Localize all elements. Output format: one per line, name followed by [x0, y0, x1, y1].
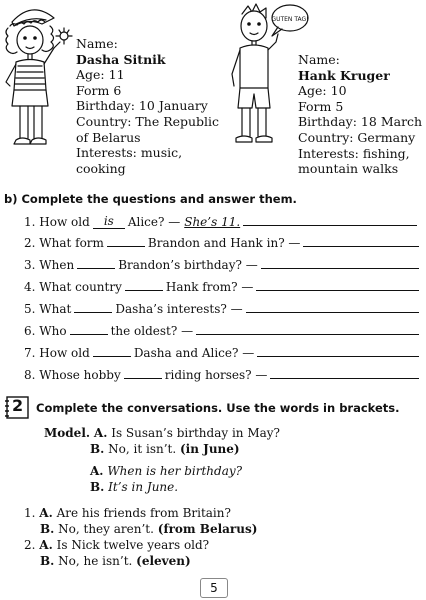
profile-line: of Belarus	[76, 129, 141, 145]
profile-line: Age: 10	[298, 83, 347, 99]
model-line-b2	[44, 479, 280, 495]
model-text: It’s in June.	[108, 480, 179, 494]
profile-line: Birthday: 18 March	[298, 114, 423, 130]
question-text: Brandon’s birthday? —	[118, 258, 258, 272]
question-4	[24, 280, 422, 294]
page-number-box	[200, 578, 228, 598]
answer-line[interactable]	[303, 245, 419, 247]
profile-line: cooking	[76, 160, 126, 176]
question-6	[24, 324, 422, 338]
item-hint: (from Belarus)	[157, 522, 258, 536]
blank-line[interactable]	[70, 333, 108, 335]
question-text: riding horses? —	[164, 368, 268, 382]
question-8	[24, 368, 422, 382]
question-number: 5.	[24, 302, 36, 316]
exercise-items	[24, 505, 257, 569]
question-1	[24, 214, 420, 229]
answer-line[interactable]	[246, 311, 419, 313]
task-number-badge	[4, 396, 30, 420]
question-text: Dasha’s interests? —	[115, 302, 243, 316]
profile-name-label: Name:	[76, 36, 118, 51]
model-hint: (in June)	[180, 442, 240, 456]
answer-line[interactable]	[261, 267, 419, 269]
question-7	[24, 346, 422, 360]
question-text: Dasha and Alice? —	[133, 346, 255, 360]
question-2	[24, 236, 422, 250]
page-number: 5	[210, 581, 218, 595]
blank-line[interactable]	[125, 289, 163, 291]
question-number: 2.	[24, 236, 36, 250]
profile-line: Interests: fishing,	[298, 145, 410, 161]
answer-line[interactable]	[196, 333, 419, 335]
profile-line: Age: 11	[76, 67, 125, 83]
task-number: 2	[12, 396, 24, 415]
blank-line[interactable]	[74, 311, 112, 313]
question-number: 6.	[24, 324, 36, 338]
question-text: What	[39, 302, 72, 316]
item-text: No, they aren’t.	[58, 522, 154, 536]
speaker-label: B.	[90, 480, 105, 494]
question-text: Who	[39, 324, 67, 338]
speaker-label: B.	[40, 554, 55, 568]
model-label: Model.	[44, 426, 91, 440]
speaker-label: B.	[90, 442, 105, 456]
task-2-heading: Complete the conversations. Use the words in brackets.	[36, 401, 400, 415]
item-number: 2.	[24, 538, 36, 552]
model-line-b1	[44, 441, 280, 457]
profile-line: Country: Germany	[298, 129, 416, 145]
profile-line: Country: The Republic	[76, 113, 220, 129]
answer-line[interactable]	[243, 224, 417, 226]
model-text: Is Susan’s birthday in May?	[111, 426, 280, 440]
question-text: How old	[39, 346, 90, 360]
question-text: What form	[39, 236, 104, 250]
model-conversation	[44, 425, 280, 495]
question-text: When	[39, 258, 75, 272]
model-line-a1	[44, 425, 280, 441]
item-number: 1.	[24, 506, 36, 520]
question-5	[24, 302, 422, 316]
girl-illustration	[2, 2, 74, 152]
profile-line: Birthday: 10 January	[76, 98, 208, 114]
model-text: No, it isn’t.	[108, 442, 177, 456]
speaker-label: B.	[40, 522, 55, 536]
blank-line[interactable]	[93, 355, 131, 357]
item-text: Is Nick twelve years old?	[56, 538, 210, 552]
answer-line[interactable]	[257, 355, 419, 357]
profile-name-label: Name:	[298, 52, 340, 67]
model-line-a2	[44, 463, 280, 479]
task-b-heading: b) Complete the questions and answer them.	[4, 192, 297, 206]
question-text: the oldest? —	[110, 324, 194, 338]
item-text: No, he isn’t.	[58, 554, 133, 568]
hank-profile	[298, 52, 422, 177]
speaker-label: A.	[90, 464, 104, 478]
answer-line[interactable]	[270, 377, 419, 379]
blank-line[interactable]	[107, 245, 145, 247]
profile-name: Dasha Sitnik	[76, 51, 166, 67]
item-1-b	[24, 521, 257, 537]
question-answer: She’s 11.	[184, 215, 241, 229]
speaker-label: A.	[93, 426, 108, 440]
question-text: Whose hobby	[39, 368, 121, 382]
speech-bubble-text: GUTEN TAG!	[271, 16, 309, 23]
profile-line: mountain walks	[298, 161, 399, 177]
question-text: How old	[39, 215, 90, 229]
question-3	[24, 258, 422, 272]
answer-line[interactable]	[256, 289, 419, 291]
question-text: Hank from? —	[165, 280, 254, 294]
item-2-b	[24, 553, 257, 569]
question-number: 1.	[24, 215, 36, 229]
item-text: Are his friends from Britain?	[56, 506, 231, 520]
item-hint: (eleven)	[136, 554, 191, 568]
profile-line: Form 6	[76, 82, 122, 98]
model-text: When is her birthday?	[107, 464, 243, 478]
speaker-label: A.	[39, 506, 53, 520]
dasha-profile	[76, 36, 219, 176]
question-fill: is	[93, 214, 125, 229]
speaker-label: A.	[39, 538, 53, 552]
question-number: 8.	[24, 368, 36, 382]
blank-line[interactable]	[77, 267, 115, 269]
profile-name: Hank Kruger	[298, 67, 390, 83]
blank-line[interactable]	[124, 377, 162, 379]
profile-line: Form 5	[298, 98, 344, 114]
item-1-a	[24, 505, 257, 521]
question-number: 3.	[24, 258, 36, 272]
question-number: 7.	[24, 346, 36, 360]
question-text: What country	[39, 280, 122, 294]
question-text: Brandon and Hank in? —	[147, 236, 301, 250]
question-number: 4.	[24, 280, 36, 294]
profile-line: Interests: music,	[76, 145, 183, 161]
question-text: Alice? —	[127, 215, 181, 229]
item-2-a	[24, 537, 257, 553]
